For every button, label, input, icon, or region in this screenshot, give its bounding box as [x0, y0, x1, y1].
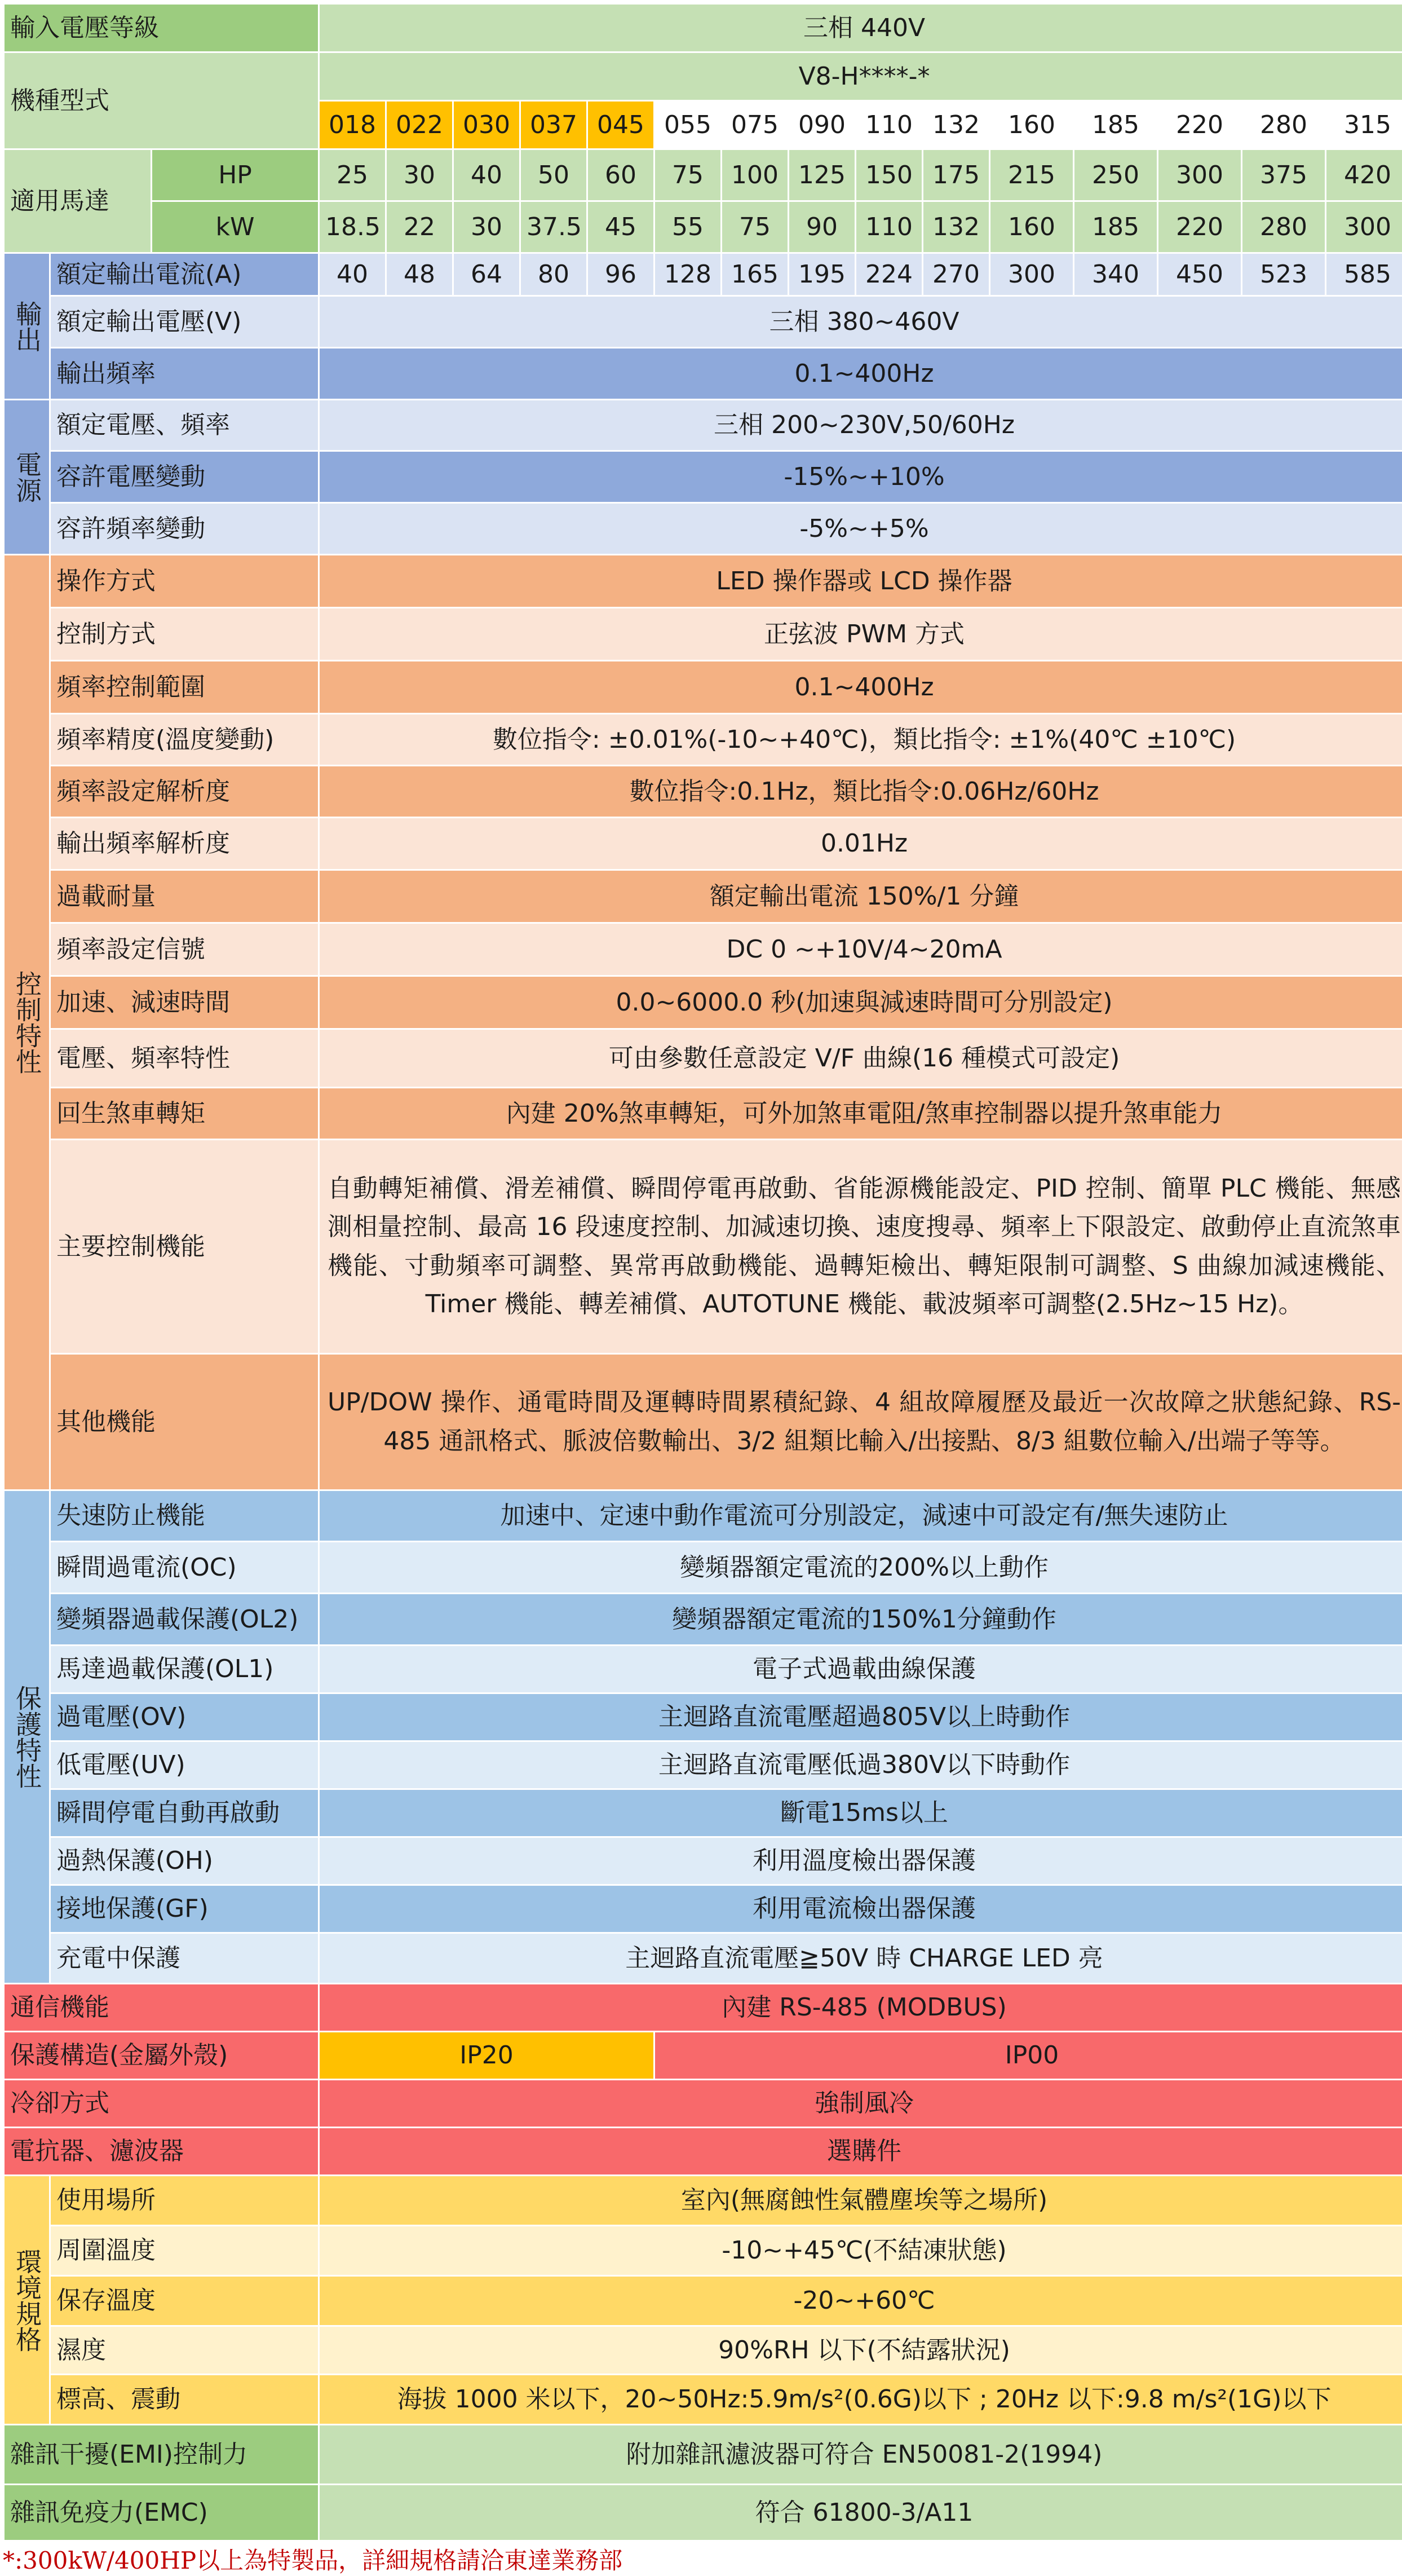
protection-row-label: 過電壓(OV) [50, 1693, 319, 1741]
control-row-value: 內建 20%煞車轉矩，可外加煞車電阻/煞車控制器以提升煞車能力 [319, 1088, 1402, 1140]
control-row-label: 輸出頻率解析度 [50, 818, 319, 870]
control-row-value: 正弦波 PWM 方式 [319, 608, 1402, 661]
protection-row [4, 1490, 1402, 1542]
kw-value-cell: 132 [923, 201, 990, 253]
control-row-label: 頻率設定信號 [50, 923, 319, 976]
model-code-cell: 160 [990, 101, 1074, 149]
hp-label: HP [152, 149, 319, 201]
protection-group-label: 保護特性 [4, 1490, 50, 1984]
output-voltage-value: 三相 380~460V [319, 296, 1402, 348]
hp-value-cell: 150 [856, 149, 923, 201]
output-frequency-value: 0.1~400Hz [319, 348, 1402, 400]
protection-row-label: 失速防止機能 [50, 1490, 319, 1542]
model-code-cell: 018 [319, 101, 386, 149]
kw-value-cell: 300 [1326, 201, 1402, 253]
model-code-cell: 110 [856, 101, 923, 149]
environment-row [4, 2226, 1402, 2276]
power-row-value: 三相 200~230V,50/60Hz [319, 400, 1402, 451]
control-row [4, 608, 1402, 661]
enclosure-right-value: IP00 [654, 2032, 1402, 2080]
kw-value-cell: 185 [1074, 201, 1158, 253]
control-row-label: 控制方式 [50, 608, 319, 661]
other-functions-label: 其他機能 [50, 1354, 319, 1490]
control-row [4, 661, 1402, 714]
protection-row-label: 瞬間停電自動再啟動 [50, 1789, 319, 1837]
hp-value-cell: 50 [520, 149, 587, 201]
power-row-label: 容許電壓變動 [50, 451, 319, 503]
environment-row-value: 室內(無腐蝕性氣體塵埃等之場所) [319, 2176, 1402, 2226]
control-row-label: 頻率控制範圍 [50, 661, 319, 714]
kw-value-cell: 90 [789, 201, 856, 253]
other-functions-row [4, 1354, 1402, 1490]
hp-value-cell: 40 [453, 149, 520, 201]
emc-value: 符合 61800-3/A11 [319, 2485, 1402, 2541]
enclosure-row [4, 2032, 1402, 2080]
kw-value-cell: 45 [587, 201, 654, 253]
control-row-value: 可由參數任意設定 V/F 曲線(16 種模式可設定) [319, 1029, 1402, 1088]
hp-value-cell: 100 [722, 149, 789, 201]
environment-row-value: 海拔 1000 米以下，20~50Hz:5.9m/s²(0.6G)以下 ; 20Hz 以下:9.8 m/s²(1G)以下 [319, 2375, 1402, 2425]
output-current-cell: 195 [789, 253, 856, 296]
hp-value-cell: 375 [1242, 149, 1326, 201]
emc-row [4, 2485, 1402, 2541]
environment-row-label: 濕度 [50, 2326, 319, 2375]
model-code-cell: 220 [1158, 101, 1242, 149]
input-voltage-label: 輸入電壓等級 [4, 4, 319, 52]
output-current-cell: 165 [722, 253, 789, 296]
control-row-value: 數位指令: ±0.01%(-10~+40℃)，類比指令: ±1%(40℃ ±10℃) [319, 714, 1402, 766]
environment-row [4, 2176, 1402, 2226]
main-functions-value: 自動轉矩補償、滑差補償、瞬間停電再啟動、省能源機能設定、PID 控制、簡單 PLC 機能、無感測相量控制、最高 16 段速度控制、加減速切換、速度搜尋、頻率上下限設定、啟動停止直流煞車機能、寸動頻率可調整、異常再啟動機能、過轉矩檢出、轉矩限制可調整、S 曲線加減速機能、Timer 機能、轉差補償、AUTOTUNE 機能、載波頻率可調整(2.5Hz~15 Hz)。 [319, 1140, 1402, 1354]
output-current-row [4, 253, 1402, 296]
output-current-cell: 80 [520, 253, 587, 296]
protection-row-value: 變頻器額定電流的200%以上動作 [319, 1542, 1402, 1594]
protection-row-value: 加速中、定速中動作電流可分別設定，減速中可設定有/無失速防止 [319, 1490, 1402, 1542]
kw-value-cell: 75 [722, 201, 789, 253]
reactor-value: 選購件 [319, 2128, 1402, 2176]
control-row [4, 1088, 1402, 1140]
protection-row-label: 低電壓(UV) [50, 1741, 319, 1789]
power-row [4, 400, 1402, 451]
emi-label: 雜訊干擾(EMI)控制力 [4, 2425, 319, 2485]
control-row [4, 555, 1402, 608]
model-code-cell: 022 [386, 101, 453, 149]
control-row-label: 回生煞車轉矩 [50, 1088, 319, 1140]
protection-row-label: 馬達過載保護(OL1) [50, 1646, 319, 1693]
environment-row-value: -10~+45℃(不結凍狀態) [319, 2226, 1402, 2276]
kw-value-cell: 220 [1158, 201, 1242, 253]
protection-row-value: 利用電流檢出器保護 [319, 1885, 1402, 1933]
output-frequency-row [4, 348, 1402, 400]
model-code-cell: 037 [520, 101, 587, 149]
power-row-value: -5%~+5% [319, 503, 1402, 555]
hp-value-cell: 300 [1158, 149, 1242, 201]
protection-row-value: 變頻器額定電流的150%1分鐘動作 [319, 1594, 1402, 1646]
output-current-cell: 64 [453, 253, 520, 296]
control-row-value: DC 0 ~+10V/4~20mA [319, 923, 1402, 976]
control-row-label: 加速、減速時間 [50, 976, 319, 1029]
control-group-label: 控制特性 [4, 555, 50, 1490]
power-row-value: -15%~+10% [319, 451, 1402, 503]
control-row [4, 766, 1402, 818]
output-current-cell: 585 [1326, 253, 1402, 296]
control-row-label: 頻率設定解析度 [50, 766, 319, 818]
output-current-cell: 40 [319, 253, 386, 296]
hp-value-cell: 25 [319, 149, 386, 201]
hp-value-cell: 60 [587, 149, 654, 201]
protection-row [4, 1933, 1402, 1984]
environment-group-label: 環境規格 [4, 2176, 50, 2425]
input-voltage-row [4, 4, 1402, 52]
reactor-label: 電抗器、濾波器 [4, 2128, 319, 2176]
enclosure-label: 保護構造(金屬外殼) [4, 2032, 319, 2080]
protection-row [4, 1594, 1402, 1646]
environment-row-label: 保存溫度 [50, 2276, 319, 2326]
control-row-value: 0.01Hz [319, 818, 1402, 870]
hp-value-cell: 30 [386, 149, 453, 201]
footnote: *:300kW/400HP以上為特製品，詳細規格請洽東達業務部 [3, 2542, 622, 2576]
emc-label: 雜訊免疫力(EMC) [4, 2485, 319, 2541]
hp-value-cell: 420 [1326, 149, 1402, 201]
output-voltage-row [4, 296, 1402, 348]
kw-value-cell: 280 [1242, 201, 1326, 253]
control-row-label: 電壓、頻率特性 [50, 1029, 319, 1088]
output-group-label: 輸出 [4, 253, 50, 400]
hp-value-cell: 215 [990, 149, 1074, 201]
kw-value-cell: 160 [990, 201, 1074, 253]
kw-value-cell: 18.5 [319, 201, 386, 253]
control-row [4, 714, 1402, 766]
protection-row [4, 1741, 1402, 1789]
power-row-label: 額定電壓、頻率 [50, 400, 319, 451]
kw-row [4, 201, 1402, 253]
protection-row-label: 接地保護(GF) [50, 1885, 319, 1933]
hp-value-cell: 175 [923, 149, 990, 201]
protection-row-value: 斷電15ms以上 [319, 1789, 1402, 1837]
model-code-cell: 090 [789, 101, 856, 149]
other-functions-value: UP/DOW 操作、通電時間及運轉時間累積紀錄、4 組故障履歷及最近一次故障之狀態紀錄、RS-485 通訊格式、脈波倍數輸出、3/2 組類比輸入/出接點、8/3 組數位輸入/出端子等等。 [319, 1354, 1402, 1490]
environment-row [4, 2276, 1402, 2326]
control-row-value: 0.0~6000.0 秒(加速與減速時間可分別設定) [319, 976, 1402, 1029]
protection-row [4, 1646, 1402, 1693]
hp-value-cell: 250 [1074, 149, 1158, 201]
protection-row [4, 1542, 1402, 1594]
protection-row-label: 過熱保護(OH) [50, 1837, 319, 1885]
hp-value-cell: 125 [789, 149, 856, 201]
output-current-cell: 340 [1074, 253, 1158, 296]
output-current-label: 額定輸出電流(A) [50, 253, 319, 296]
control-row-label: 操作方式 [50, 555, 319, 608]
control-row [4, 1029, 1402, 1088]
environment-row [4, 2326, 1402, 2375]
spec-table [3, 3, 1402, 2542]
model-label: 機種型式 [4, 52, 319, 149]
kw-value-cell: 37.5 [520, 201, 587, 253]
model-series: V8-H****-* [319, 52, 1402, 101]
control-row-value: 數位指令:0.1Hz，類比指令:0.06Hz/60Hz [319, 766, 1402, 818]
hp-value-cell: 75 [654, 149, 722, 201]
model-code-cell: 055 [654, 101, 722, 149]
control-row [4, 923, 1402, 976]
environment-row-label: 標高、震動 [50, 2375, 319, 2425]
comm-row [4, 1984, 1402, 2032]
model-code-cell: 280 [1242, 101, 1326, 149]
input-voltage-value: 三相 440V [319, 4, 1402, 52]
reactor-row [4, 2128, 1402, 2176]
protection-row-label: 充電中保護 [50, 1933, 319, 1984]
cooling-value: 強制風冷 [319, 2080, 1402, 2128]
model-code-cell: 075 [722, 101, 789, 149]
control-row-value: 0.1~400Hz [319, 661, 1402, 714]
kw-value-cell: 55 [654, 201, 722, 253]
control-row-label: 過載耐量 [50, 870, 319, 923]
protection-row-value: 主迴路直流電壓≧50V 時 CHARGE LED 亮 [319, 1933, 1402, 1984]
protection-row-value: 主迴路直流電壓超過805V以上時動作 [319, 1693, 1402, 1741]
output-current-cell: 48 [386, 253, 453, 296]
output-current-cell: 128 [654, 253, 722, 296]
protection-row-label: 瞬間過電流(OC) [50, 1542, 319, 1594]
environment-row-label: 周圍溫度 [50, 2226, 319, 2276]
cooling-row [4, 2080, 1402, 2128]
output-current-cell: 450 [1158, 253, 1242, 296]
model-code-cell: 315 [1326, 101, 1402, 149]
model-series-row [4, 52, 1402, 101]
environment-row-value: -20~+60℃ [319, 2276, 1402, 2326]
environment-row-label: 使用場所 [50, 2176, 319, 2226]
output-current-cell: 96 [587, 253, 654, 296]
emi-value: 附加雜訊濾波器可符合 EN50081-2(1994) [319, 2425, 1402, 2485]
control-row-value: 額定輸出電流 150%/1 分鐘 [319, 870, 1402, 923]
motor-label: 適用馬達 [4, 149, 152, 253]
power-row-label: 容許頻率變動 [50, 503, 319, 555]
protection-row-value: 利用溫度檢出器保護 [319, 1837, 1402, 1885]
protection-row [4, 1789, 1402, 1837]
model-code-cell: 132 [923, 101, 990, 149]
comm-value: 內建 RS-485 (MODBUS) [319, 1984, 1402, 2032]
protection-row [4, 1885, 1402, 1933]
spec-table-body [4, 4, 1402, 2541]
kw-value-cell: 30 [453, 201, 520, 253]
control-row-label: 頻率精度(溫度變動) [50, 714, 319, 766]
model-code-cell: 045 [587, 101, 654, 149]
output-current-cell: 270 [923, 253, 990, 296]
control-row [4, 870, 1402, 923]
control-row-value: LED 操作器或 LCD 操作器 [319, 555, 1402, 608]
main-functions-label: 主要控制機能 [50, 1140, 319, 1354]
output-current-cell: 300 [990, 253, 1074, 296]
environment-row [4, 2375, 1402, 2425]
kw-label: kW [152, 201, 319, 253]
emi-row [4, 2425, 1402, 2485]
protection-row-value: 主迴路直流電壓低過380V以下時動作 [319, 1741, 1402, 1789]
model-code-cell: 030 [453, 101, 520, 149]
kw-value-cell: 22 [386, 201, 453, 253]
main-functions-row [4, 1140, 1402, 1354]
protection-row [4, 1693, 1402, 1741]
power-row [4, 451, 1402, 503]
model-code-cell: 185 [1074, 101, 1158, 149]
power-row [4, 503, 1402, 555]
protection-row-label: 變頻器過載保護(OL2) [50, 1594, 319, 1646]
control-row [4, 818, 1402, 870]
protection-row-value: 電子式過載曲線保護 [319, 1646, 1402, 1693]
output-frequency-label: 輸出頻率 [50, 348, 319, 400]
kw-value-cell: 110 [856, 201, 923, 253]
cooling-label: 冷卻方式 [4, 2080, 319, 2128]
output-current-cell: 224 [856, 253, 923, 296]
output-current-cell: 523 [1242, 253, 1326, 296]
control-row [4, 976, 1402, 1029]
output-voltage-label: 額定輸出電壓(V) [50, 296, 319, 348]
hp-row [4, 149, 1402, 201]
protection-row [4, 1837, 1402, 1885]
environment-row-value: 90%RH 以下(不結露狀況) [319, 2326, 1402, 2375]
comm-label: 通信機能 [4, 1984, 319, 2032]
enclosure-left-value: IP20 [319, 2032, 654, 2080]
power-group-label: 電源 [4, 400, 50, 555]
